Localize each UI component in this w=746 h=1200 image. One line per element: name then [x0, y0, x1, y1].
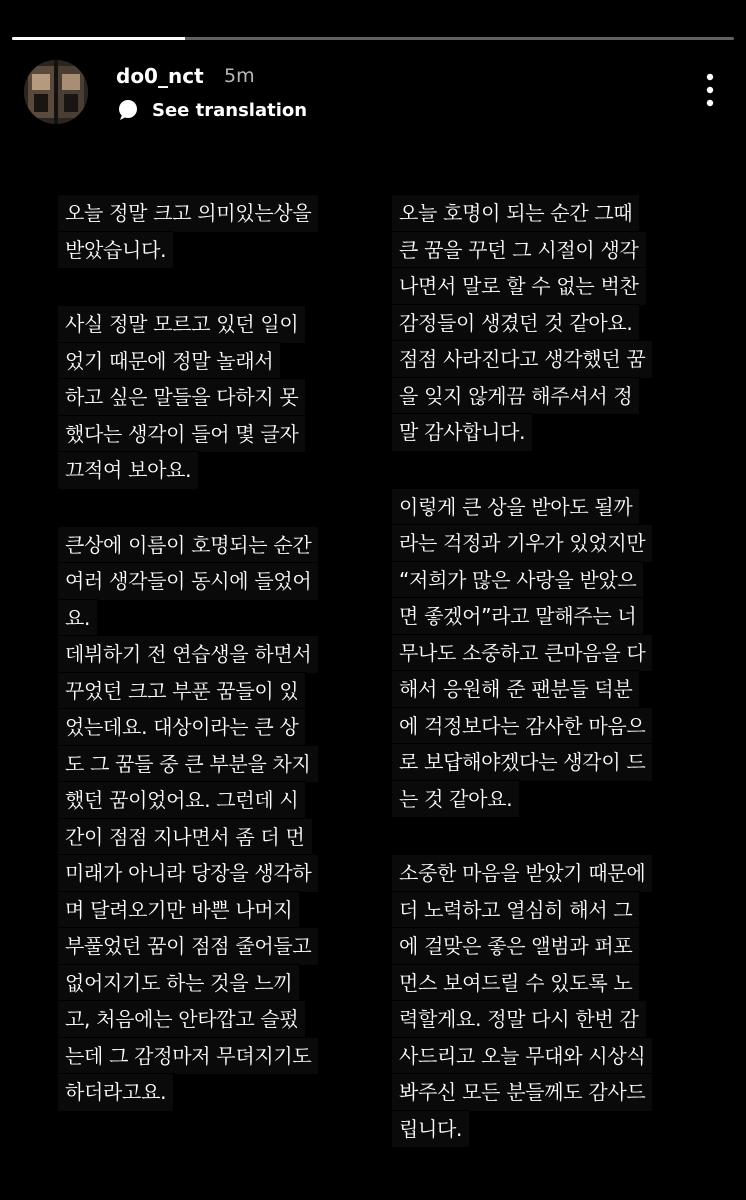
story-text-line: 을 잊지 않게끔 해주셔서 정: [392, 378, 639, 415]
story-text-paragraph: [58, 306, 373, 489]
story-text-line: 받았습니다.: [58, 232, 173, 269]
story-text-line: 에 걱정보다는 감사한 마음으: [392, 708, 652, 745]
more-vertical-icon[interactable]: [704, 72, 716, 108]
story-text-line: 해서 응원해 준 팬분들 덕분: [392, 671, 639, 708]
story-text-line: 미래가 아니라 당장을 생각하: [58, 855, 318, 892]
story-text-line: 간이 점점 지나면서 좀 더 먼: [58, 819, 312, 856]
story-progress-bar: [12, 37, 734, 40]
story-text-line: 요.: [58, 600, 97, 637]
story-text-line: “저희가 많은 사랑을 받았으: [392, 562, 643, 599]
story-text-line: 립니다.: [392, 1111, 469, 1148]
story-text-line: 소중한 마음을 받았기 때문에: [392, 855, 652, 892]
story-text-column-right: [392, 195, 712, 1185]
story-text-line: 부풀었던 꿈이 점점 줄어들고: [58, 928, 318, 965]
story-text-line: 먼스 보여드릴 수 있도록 노: [392, 965, 639, 1002]
story-text-paragraph: [58, 195, 373, 268]
story-text-line: 라는 걱정과 기우가 있었지만: [392, 525, 652, 562]
story-text-paragraph: [392, 489, 712, 818]
translate-bubble-icon: [116, 98, 140, 122]
story-text-line: 나면서 말로 할 수 없는 벅찬: [392, 268, 646, 305]
story-text-line: 더 노력하고 열심히 해서 그: [392, 892, 639, 929]
story-text-line: 무나도 소중하고 큰마음을 다: [392, 635, 652, 672]
story-text-line: 면 좋겠어”라고 말해주는 너: [392, 598, 643, 635]
story-text-line: 끄적여 보아요.: [58, 452, 198, 489]
story-text-line: 하더라고요.: [58, 1074, 173, 1111]
see-translation-label: See translation: [152, 99, 308, 121]
story-text-column-left: [58, 195, 373, 1149]
story-text-line: 력할게요. 정말 다시 한번 감: [392, 1001, 646, 1038]
story-text-line: 도 그 꿈들 중 큰 부분을 차지: [58, 746, 318, 783]
story-text-line: 했다는 생각이 들어 몇 글자: [58, 416, 305, 453]
story-text-line: 데뷔하기 전 연습생을 하면서: [58, 636, 318, 673]
story-text-line: 로 보답해야겠다는 생각이 드: [392, 744, 652, 781]
story-text-line: 없어지기도 하는 것을 느끼: [58, 965, 299, 1002]
story-header: [24, 58, 722, 122]
story-text-line: 여러 생각들이 동시에 들었어: [58, 563, 318, 600]
story-text-line: 오늘 호명이 되는 순간 그때: [392, 195, 639, 232]
story-text-line: 하고 싶은 말들을 다하지 못: [58, 379, 305, 416]
story-text-paragraph: [58, 527, 373, 1111]
story-text-line: 점점 사라진다고 생각했던 꿈: [392, 341, 652, 378]
story-text-line: 이렇게 큰 상을 받아도 될까: [392, 489, 639, 526]
story-text-line: 오늘 정말 크고 의미있는상을: [58, 195, 318, 232]
story-text-line: 사실 정말 모르고 있던 일이: [58, 306, 305, 343]
story-text-line: 했던 꿈이었어요. 그런데 시: [58, 782, 305, 819]
story-text-line: 봐주신 모든 분들께도 감사드: [392, 1074, 652, 1111]
story-text-line: 큰상에 이름이 호명되는 순간: [58, 527, 318, 564]
avatar-photo: [24, 60, 88, 124]
story-timestamp: 5m: [224, 65, 255, 87]
story-text-line: 는데 그 감정마저 무뎌지기도: [58, 1038, 318, 1075]
story-text-line: 큰 꿈을 꾸던 그 시절이 생각: [392, 232, 646, 269]
story-text-paragraph: [392, 195, 712, 451]
story-text-line: 에 걸맞은 좋은 앨범과 퍼포: [392, 928, 639, 965]
story-username[interactable]: do0_nct: [116, 64, 204, 88]
story-text-line: 사드리고 오늘 무대와 시상식: [392, 1038, 652, 1075]
story-text-line: 며 달려오기만 바쁜 나머지: [58, 892, 299, 929]
story-text-paragraph: [392, 855, 712, 1147]
story-text-line: 었기 때문에 정말 놀래서: [58, 343, 280, 380]
story-text-line: 고, 처음에는 안타깝고 슬펐: [58, 1001, 305, 1038]
story-text-line: 꾸었던 크고 부푼 꿈들이 있: [58, 673, 305, 710]
story-text-line: 말 감사합니다.: [392, 414, 532, 451]
story-text-line: 는 것 같아요.: [392, 781, 519, 818]
avatar[interactable]: [24, 60, 88, 124]
story-text-line: 었는데요. 대상이라는 큰 상: [58, 709, 305, 746]
see-translation-button[interactable]: [116, 98, 307, 122]
story-text-line: 감정들이 생겼던 것 같아요.: [392, 305, 639, 342]
story-progress-fill: [12, 37, 185, 40]
